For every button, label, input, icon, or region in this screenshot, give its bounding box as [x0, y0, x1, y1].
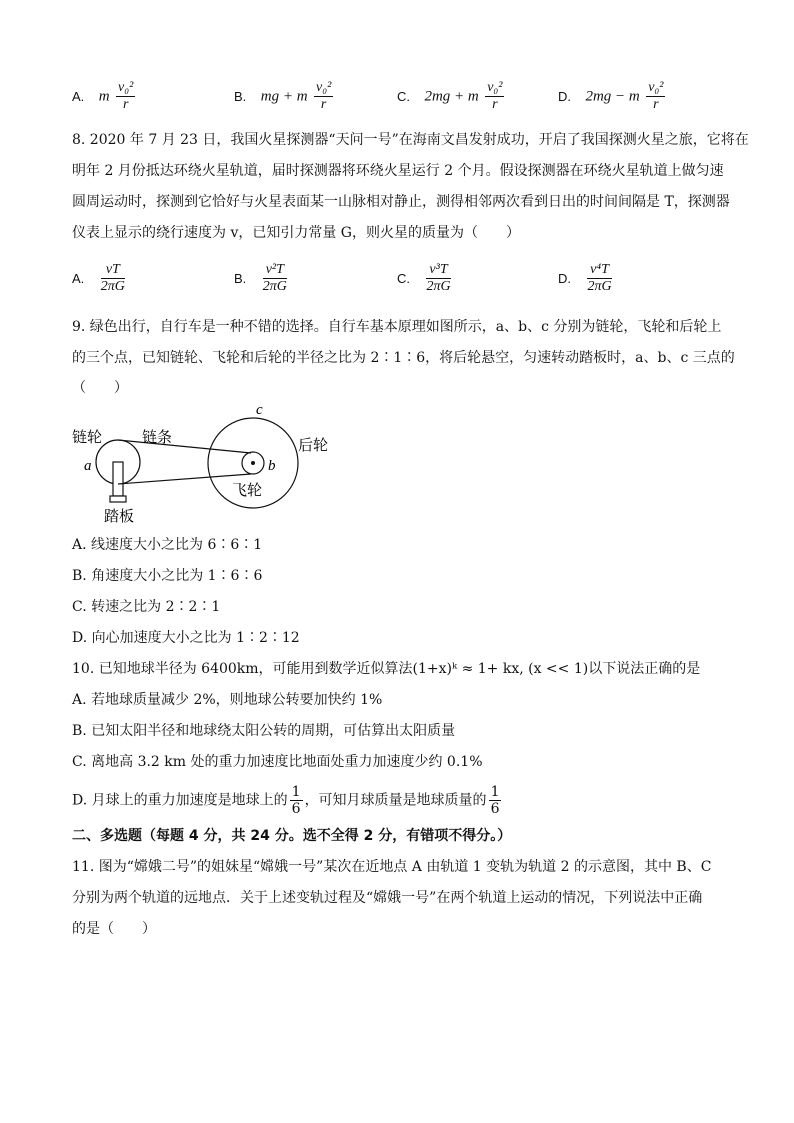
pedal-block [110, 496, 126, 502]
q9-stem-line: （ ） [72, 380, 128, 396]
fraction-numerator: vT [101, 262, 125, 279]
chain-upper [118, 440, 251, 453]
q9-option-b: B. 角速度大小之比为 1∶6∶6 [72, 568, 263, 584]
option-label: B. [234, 270, 247, 286]
q8-stem-line: 8. 2020 年 7 月 23 日，我国火星探测器“天问一号”在海南文昌发射成功，开启了我国探测火星之旅，它将在 [72, 132, 749, 148]
q10-option-a: A. 若地球质量减少 2%，则地球公转要加快约 1% [72, 692, 383, 708]
option-expr: m [98, 88, 110, 105]
fraction [426, 262, 450, 295]
option-label: D. [558, 270, 571, 286]
fraction-numerator: v₀² [648, 80, 664, 95]
fraction-numerator: 1 [490, 784, 500, 800]
option-label: A. [72, 270, 85, 286]
q10-stem: 10. 已知地球半径为 6400km，可能用到数学近似算法(1+x)ᵏ ≈ 1+ kx, (x << 1)以下说法正确的是 [72, 661, 701, 677]
fraction [485, 80, 504, 113]
fraction-numerator: v₀² [118, 80, 134, 95]
fraction [314, 80, 333, 113]
option-expr: 2mg + m [424, 88, 479, 105]
q7-option-a [72, 80, 137, 113]
q8-option-a [72, 262, 127, 295]
q8-stem-line: 仪表上显示的绕行速度为 v，已知引力常量 G，则火星的质量为（ ） [72, 225, 520, 241]
option-label: A. [72, 88, 85, 104]
label-chainwheel: 链轮 [72, 428, 103, 446]
fraction-denominator: 2πG [262, 279, 287, 294]
label-rear-wheel: 后轮 [298, 436, 329, 454]
pedal-crank [113, 462, 123, 496]
q10-option-d [72, 784, 503, 817]
fraction [290, 784, 303, 817]
fraction [116, 80, 135, 113]
label-flywheel: 飞轮 [232, 481, 263, 499]
q8-stem-line: 圆周运动时，探测到它恰好与火星表面某一山脉相对静止，测得相邻两次看到日出的时间间隔是 T，探测器 [72, 194, 730, 210]
fraction-numerator: v₀² [316, 80, 332, 95]
fraction-denominator: 6 [291, 801, 301, 817]
option-label: B. [234, 88, 247, 104]
fraction-denominator: r [653, 97, 659, 112]
flywheel-center-dot [251, 461, 255, 465]
option-text: ，可知月球质量是地球质量的 [304, 792, 487, 809]
fraction-denominator: r [122, 97, 129, 112]
fraction-numerator: v³T [426, 262, 450, 279]
option-label: C. [397, 88, 410, 104]
fraction-numerator: v₀² [487, 80, 503, 95]
fraction-denominator: r [492, 97, 498, 112]
q8-option-c [397, 262, 453, 295]
fraction-denominator: r [320, 97, 327, 112]
q11-stem-line: 11. 图为“嫦娥二号”的姐妹星“嫦娥一号”某次在近地点 A 由轨道 1 变轨为轨道 2 的示意图，其中 B、C [72, 859, 712, 875]
q8-stem-line: 明年 2 月份抵达环绕火星轨道，届时探测器将环绕火星运行 2 个月。假设探测器在环绕火星轨道上做匀速 [72, 163, 724, 179]
option-label: D. [558, 88, 571, 104]
option-label: C. [397, 270, 410, 286]
fraction-numerator: v²T [263, 262, 287, 279]
label-point-b: b [268, 458, 276, 474]
option-expr: 2mg − m [585, 88, 640, 105]
fraction [587, 262, 611, 295]
q8-option-b [234, 262, 289, 295]
fraction-denominator: 2πG [426, 279, 451, 294]
q9-stem-line: 的三个点，已知链轮、飞轮和后轮的半径之比为 2∶1∶6，将后轮悬空，匀速转动踏板时，a、b、c 三点的 [72, 350, 735, 366]
q9-option-d: D. 向心加速度大小之比为 1∶2∶12 [72, 630, 300, 646]
fraction-numerator: v⁴T [587, 262, 611, 279]
q7-option-d [558, 80, 667, 113]
fraction [646, 80, 665, 113]
fraction-numerator: 1 [291, 784, 301, 800]
label-point-a: a [84, 458, 92, 474]
q10-option-b: B. 已知太阳半径和地球绕太阳公转的周期，可估算出太阳质量 [72, 723, 456, 739]
bicycle-drive-diagram [66, 400, 346, 530]
q9-option-a: A. 线速度大小之比为 6∶6∶1 [72, 537, 263, 553]
q7-option-b [234, 80, 335, 113]
q11-stem-line: 的是（ ） [72, 921, 156, 937]
fraction [489, 784, 502, 817]
option-expr: mg + m [260, 88, 308, 105]
q8-option-d [558, 262, 614, 295]
label-chain: 链条 [142, 428, 173, 446]
option-text: D. 月球上的重力加速度是地球上的 [72, 792, 288, 809]
fraction-denominator: 2πG [587, 279, 612, 294]
label-point-c: c [256, 402, 263, 418]
label-pedal: 踏板 [104, 507, 135, 525]
fraction-denominator: 6 [490, 801, 500, 817]
q11-stem-line: 分别为两个轨道的远地点．关于上述变轨过程及“嫦娥一号”在两个轨道上运动的情况，下列说法中正确 [72, 890, 703, 906]
section-heading: 二、多选题（每题 4 分，共 24 分。选不全得 2 分，有错项不得分。） [72, 828, 512, 844]
q9-option-c: C. 转速之比为 2∶2∶1 [72, 599, 221, 615]
fraction-denominator: 2πG [100, 279, 125, 294]
fraction [263, 262, 287, 295]
fraction [101, 262, 125, 295]
q10-option-c: C. 离地高 3.2 km 处的重力加速度比地面处重力加速度少约 0.1% [72, 754, 483, 770]
q9-stem-line: 9. 绿色出行，自行车是一种不错的选择。自行车基本原理如图所示，a、b、c 分别为链轮，飞轮和后轮上 [72, 319, 722, 335]
q7-option-c [397, 80, 506, 113]
